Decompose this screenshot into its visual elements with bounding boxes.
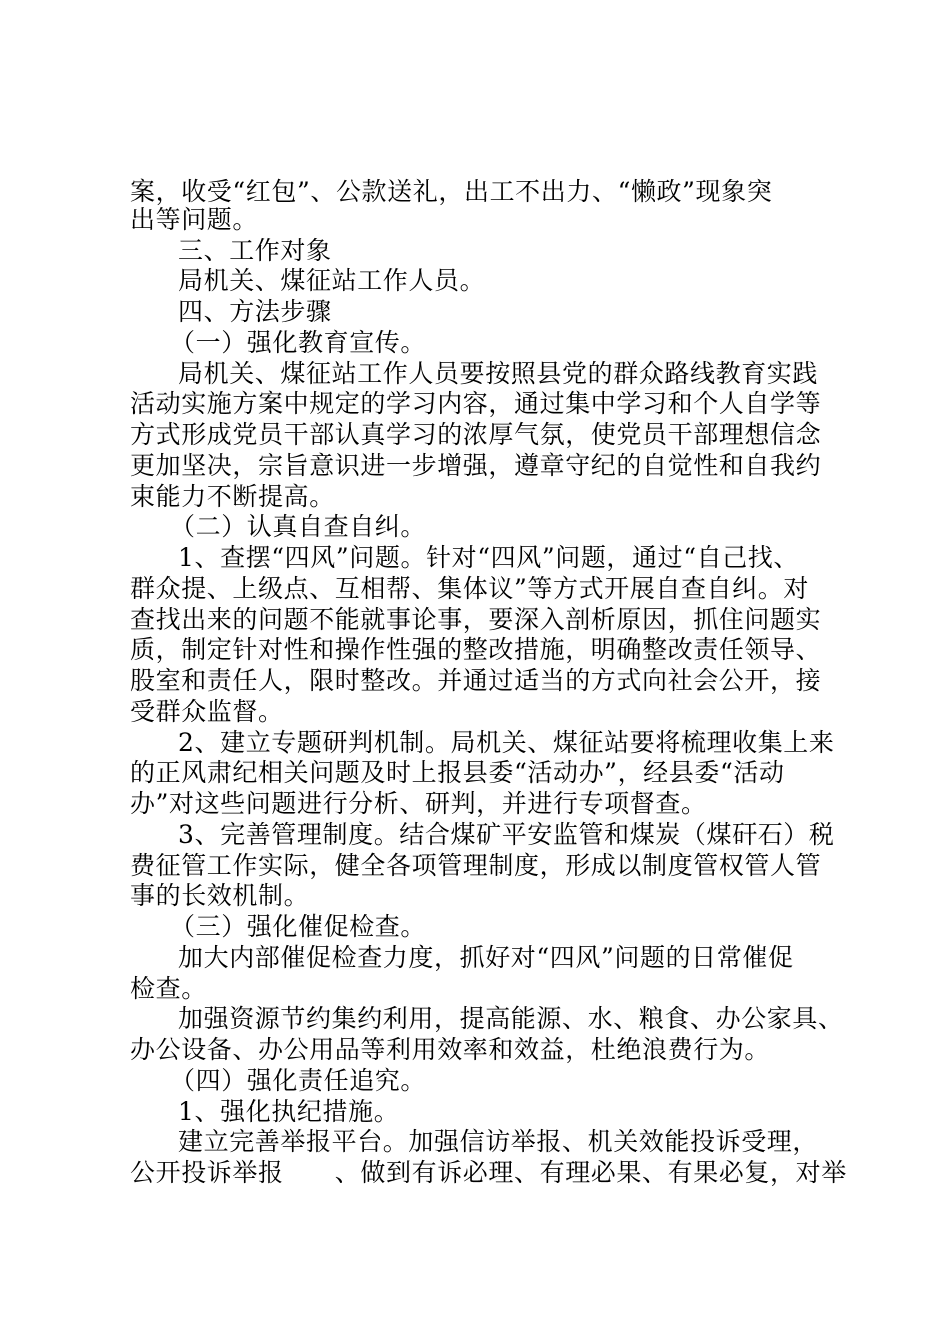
text-line: 方式形成党员干部认真学习的浓厚气氛，使党员干部理想信念	[130, 420, 822, 449]
section-heading: 四、方法步骤	[178, 297, 332, 326]
text-line: 公开投诉举报 、做到有诉必理、有理必果、有果必复，对举	[130, 1158, 847, 1187]
subsection-heading: （四）强化责任追究。	[170, 1066, 427, 1095]
text-line: 更加坚决，宗旨意识进一步增强，遵章守纪的自觉性和自我约	[130, 451, 822, 480]
text-line: 事的长效机制。	[130, 881, 310, 910]
text-line: 案，收受“红包”、公款送礼，出工不出力、“懒政”现象突	[130, 177, 773, 206]
text-line: 1、强化执纪措施。	[178, 1097, 400, 1126]
text-line: 1、查摆“四风”问题。针对“四风”问题，通过“自己找、	[178, 543, 800, 572]
text-line: 检查。	[130, 974, 207, 1003]
text-line: 局机关、煤征站工作人员。	[178, 266, 486, 295]
text-line: 办公设备、办公用品等利用效率和效益，杜绝浪费行为。	[130, 1035, 771, 1064]
text-line: 受群众监督。	[130, 697, 284, 726]
section-heading: 三、工作对象	[178, 236, 332, 265]
text-line: 出等问题。	[130, 205, 259, 234]
text-line: 3、完善管理制度。结合煤矿平安监管和煤炭（煤矸石）税	[178, 820, 835, 849]
text-line: 群众提、上级点、互相帮、集体议”等方式开展自查自纠。对	[130, 574, 809, 603]
text-line: 查找出来的问题不能就事论事，要深入剖析原因，抓住问题实	[130, 605, 822, 634]
text-line: 加强资源节约集约利用，提高能源、水、粮食、办公家具、	[178, 1004, 844, 1033]
text-line: 加大内部催促检查力度，抓好对“四风”问题的日常催促	[178, 943, 794, 972]
text-line: 束能力不断提高。	[130, 482, 335, 511]
subsection-heading: （三）强化催促检查。	[170, 912, 427, 941]
text-line: 建立完善举报平台。加强信访举报、机关效能投诉受理，	[178, 1127, 819, 1156]
text-line: 费征管工作实际，健全各项管理制度，形成以制度管权管人管	[130, 851, 822, 880]
text-line: 2、建立专题研判机制。局机关、煤征站要将梳理收集上来	[178, 728, 835, 757]
text-line: 活动实施方案中规定的学习内容，通过集中学习和个人自学等	[130, 389, 822, 418]
subsection-heading: （一）强化教育宣传。	[170, 328, 427, 357]
text-line: 办”对这些问题进行分析、研判，并进行专项督查。	[130, 789, 707, 818]
text-line: 质，制定针对性和操作性强的整改措施，明确整改责任领导、	[130, 635, 822, 664]
text-line: 的正风肃纪相关问题及时上报县委“活动办”，经县委“活动	[130, 758, 785, 787]
text-line: 股室和责任人，限时整改。并通过适当的方式向社会公开，接	[130, 666, 822, 695]
subsection-heading: （二）认真自查自纠。	[170, 512, 427, 541]
text-line: 局机关、煤征站工作人员要按照县党的群众路线教育实践	[178, 359, 819, 388]
